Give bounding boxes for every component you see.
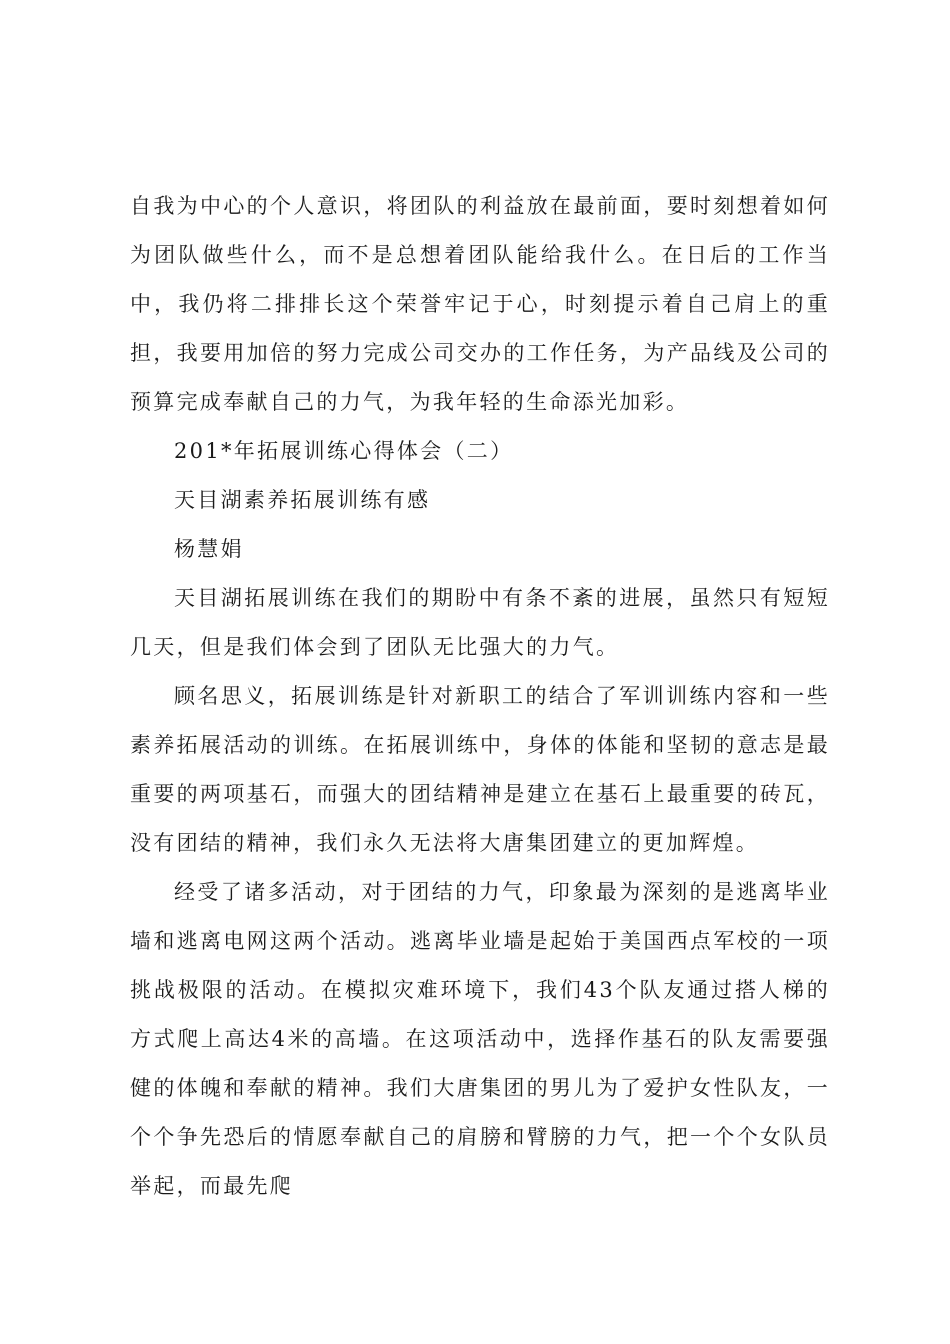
- author-name: 杨慧娟: [174, 537, 244, 561]
- paragraph-3: 经受了诸多活动，对于团结的力气，印象最为深刻的是逃离毕业墙和逃离电网这两个活动。逃离毕业墙是起始于美国西点军校的一项挑战极限的活动。在模拟灾难环境下，我们43个队友通过搭人梯的方式爬上高达4米的高墙。在这项活动中，选择作基石的队友需要强健的体魄和奉献的精神。我们大唐集团的男儿为了爱护女性队友，一个个争先恐后的情愿奉献自己的肩膀和臂膀的力气，把一个个女队员举起，而最先爬: [130, 880, 830, 1198]
- paragraph-1: 天目湖拓展训练在我们的期盼中有条不紊的进展，虽然只有短短几天，但是我们体会到了团队无比强大的力气。: [130, 586, 830, 659]
- section-title: 201*年拓展训练心得体会（二）: [174, 439, 514, 463]
- paragraph-continuation: 自我为中心的个人意识，将团队的利益放在最前面，要时刻想着如何为团队做些什么，而不是总想着团队能给我什么。在日后的工作当中，我仍将二排排长这个荣誉牢记于心，时刻提示着自己肩上的重担，我要用加倍的努力完成公司交办的工作任务，为产品线及公司的预算完成奉献自己的力气，为我年轻的生命添光加彩。: [130, 194, 830, 414]
- article-title: 天目湖素养拓展训练有感: [174, 488, 431, 512]
- paragraph-2: 顾名思义，拓展训练是针对新职工的结合了军训训练内容和一些素养拓展活动的训练。在拓展训练中，身体的体能和坚韧的意志是最重要的两项基石，而强大的团结精神是建立在基石上最重要的砖瓦，没有团结的精神，我们永久无法将大唐集团建立的更加辉煌。: [130, 684, 830, 855]
- document-body: [130, 182, 830, 1211]
